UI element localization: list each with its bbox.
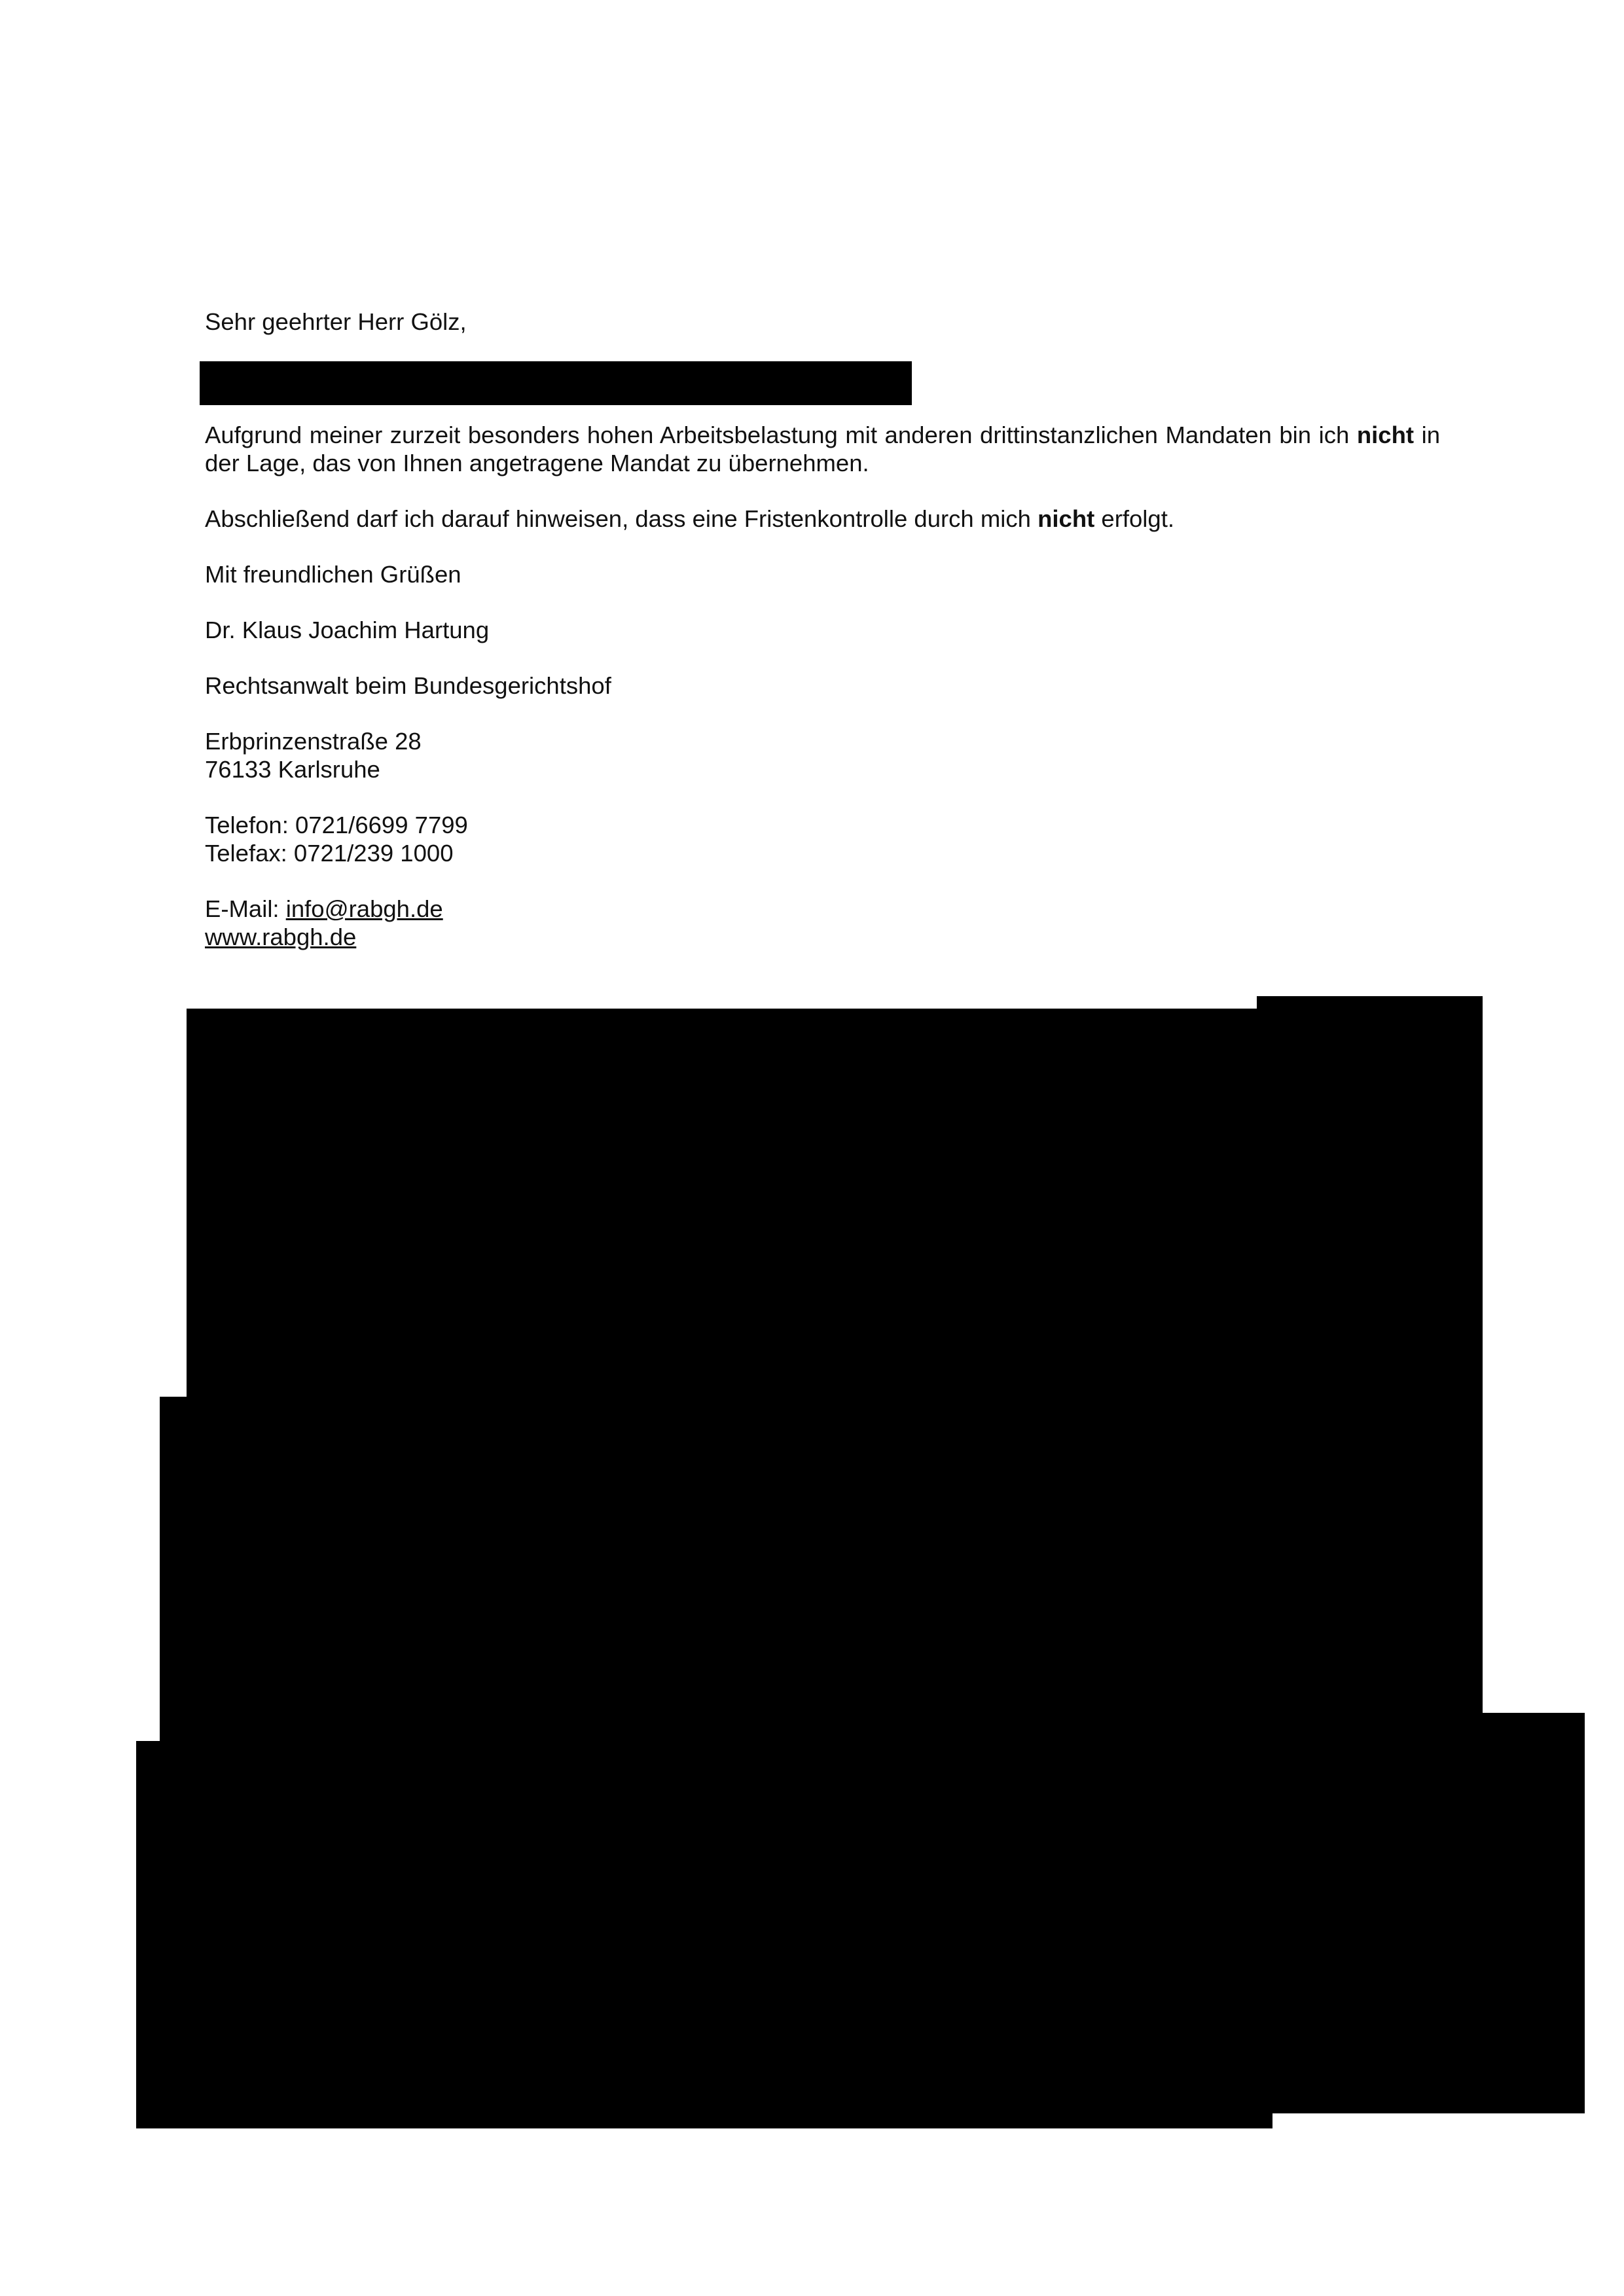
emphasis-nicht: nicht (1356, 422, 1415, 448)
redacted-line-spacer (205, 363, 1440, 421)
paragraph-mandate-declined (205, 421, 1440, 477)
emphasis-nicht: nicht (1038, 505, 1095, 532)
redaction-block-lower-right (1270, 1713, 1585, 2113)
signer-title: Rechtsanwalt beim Bundesgerichtshof (205, 672, 611, 699)
salutation: Sehr geehrter Herr Gölz, (205, 308, 467, 335)
paragraph-text: erfolgt. (1094, 505, 1174, 532)
address-city: 76133 Karlsruhe (205, 756, 380, 783)
redaction-block-middle (160, 1397, 1483, 1750)
paragraph-deadline-notice (205, 505, 1440, 533)
letter-body (205, 308, 1440, 978)
fax-number: Telefax: 0721/239 1000 (205, 840, 454, 867)
paragraph-text: Abschließend darf ich darauf hinweisen, dass eine Fristenkontrolle durch mich (205, 505, 1038, 532)
address-street: Erbprinzenstraße 28 (205, 728, 422, 755)
phone-block (205, 811, 1440, 867)
contact-block (205, 895, 1440, 951)
website-link[interactable]: www.rabgh.de (205, 924, 357, 950)
redaction-block-upper (187, 1009, 1257, 1405)
signer-name: Dr. Klaus Joachim Hartung (205, 617, 490, 643)
paragraph-text: Aufgrund meiner zurzeit besonders hohen Arbeitsbelastung mit anderen drittinstanzlichen Mandaten bin ich (205, 422, 1357, 448)
paragraph-text: in der Lage, das von Ihnen angetragene Mandat zu übernehmen. (205, 422, 1440, 476)
redaction-block-lower (136, 1741, 1272, 2128)
email-line (205, 895, 1440, 923)
closing: Mit freundlichen Grüßen (205, 561, 461, 588)
address-block (205, 727, 1440, 783)
email-link[interactable]: info@rabgh.de (285, 895, 443, 922)
email-label: E-Mail: (205, 895, 286, 922)
phone-number: Telefon: 0721/6699 7799 (205, 812, 468, 838)
